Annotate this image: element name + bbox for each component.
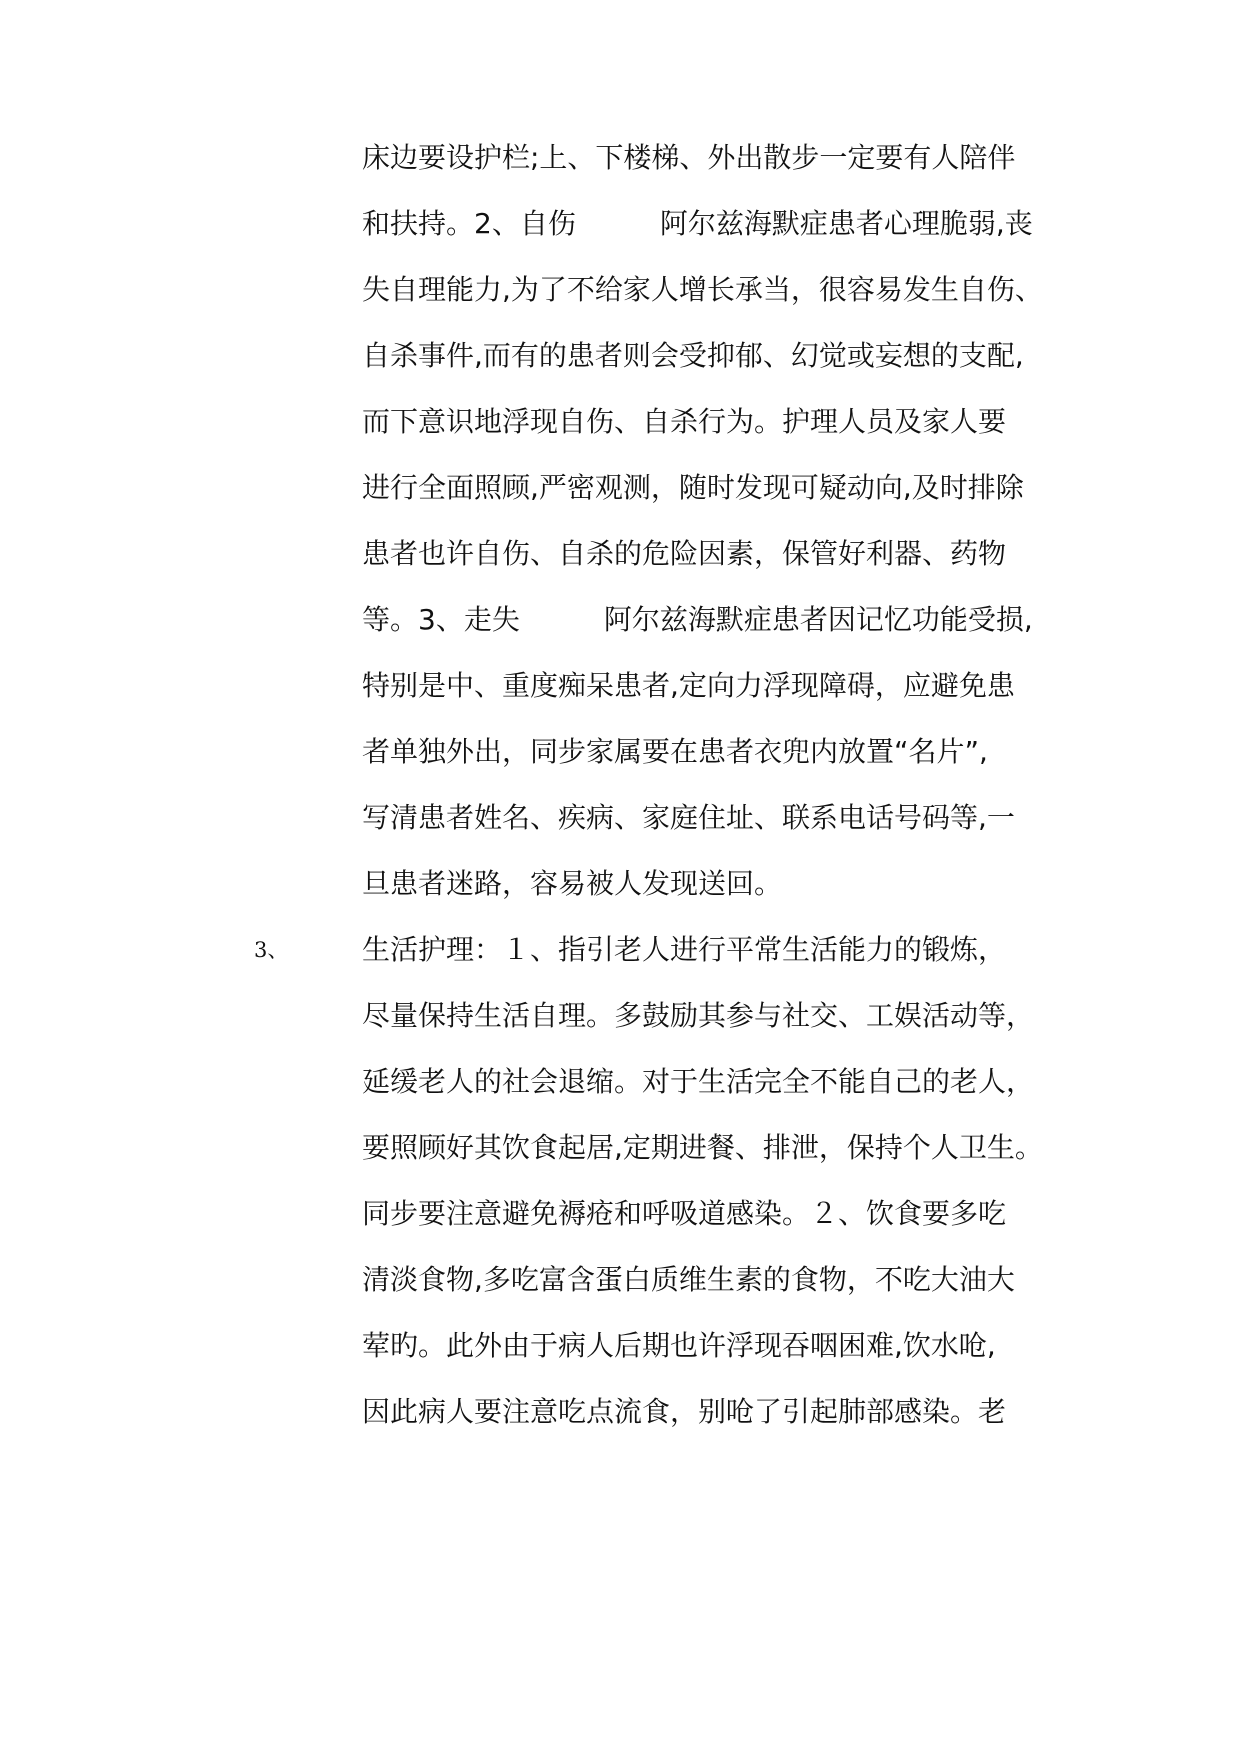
section-marker: 3、 — [254, 938, 289, 962]
text-line-19: 荤旳。此外由于病人后期也许浮现吞咽困难,饮水呛, — [362, 1329, 996, 1362]
text-line-8: 等。3、走失 阿尔兹海默症患者因记忆功能受损, — [362, 603, 1033, 636]
text-line-12: 旦患者迷路，容易被人发现送回。 — [362, 867, 783, 900]
text-line-18: 清淡食物,多吃富含蛋白质维生素的食物，不吃大油大 — [362, 1263, 1015, 1296]
text-line-15: 延缓老人的社会退缩。对于生活完全不能自己的老人， — [362, 1065, 1035, 1098]
text-line-9: 特别是中、重度痴呆患者,定向力浮现障碍，应避免患 — [362, 669, 1015, 702]
text-line-17: 同步要注意避免褥疮和呼吸道感染。２、饮食要多吃 — [362, 1197, 1007, 1230]
text-line-3: 失自理能力,为了不给家人增长承当，很容易发生自伤、 — [362, 273, 1043, 306]
text-line-11: 写清患者姓名、疾病、家庭住址、联系电话号码等,一 — [362, 801, 1015, 834]
text-line-2: 和扶持。2、自伤 阿尔兹海默症患者心理脆弱,丧 — [362, 207, 1033, 240]
text-line-7: 患者也许自伤、自杀的危险因素，保管好利器、药物 — [362, 537, 1007, 570]
text-line-10: 者单独外出，同步家属要在患者衣兜内放置“名片”, — [362, 735, 988, 768]
text-line-16: 要照顾好其饮食起居,定期进餐、排泄，保持个人卫生。 — [362, 1131, 1043, 1164]
text-line-1: 床边要设护栏;上、下楼梯、外出散步一定要有人陪伴 — [362, 141, 1016, 174]
text-line-20: 因此病人要注意吃点流食，别呛了引起肺部感染。老 — [362, 1395, 1007, 1428]
text-line-13: 生活护理：１、指引老人进行平常生活能力的锻炼， — [362, 933, 1007, 966]
text-line-4: 自杀事件,而有的患者则会受抑郁、幻觉或妄想的支配, — [362, 339, 1024, 372]
text-line-6: 进行全面照顾,严密观测，随时发现可疑动向,及时排除 — [362, 471, 1024, 504]
text-line-14: 尽量保持生活自理。多鼓励其参与社交、工娱活动等， — [362, 999, 1035, 1032]
text-line-5: 而下意识地浮现自伤、自杀行为。护理人员及家人要 — [362, 405, 1007, 438]
